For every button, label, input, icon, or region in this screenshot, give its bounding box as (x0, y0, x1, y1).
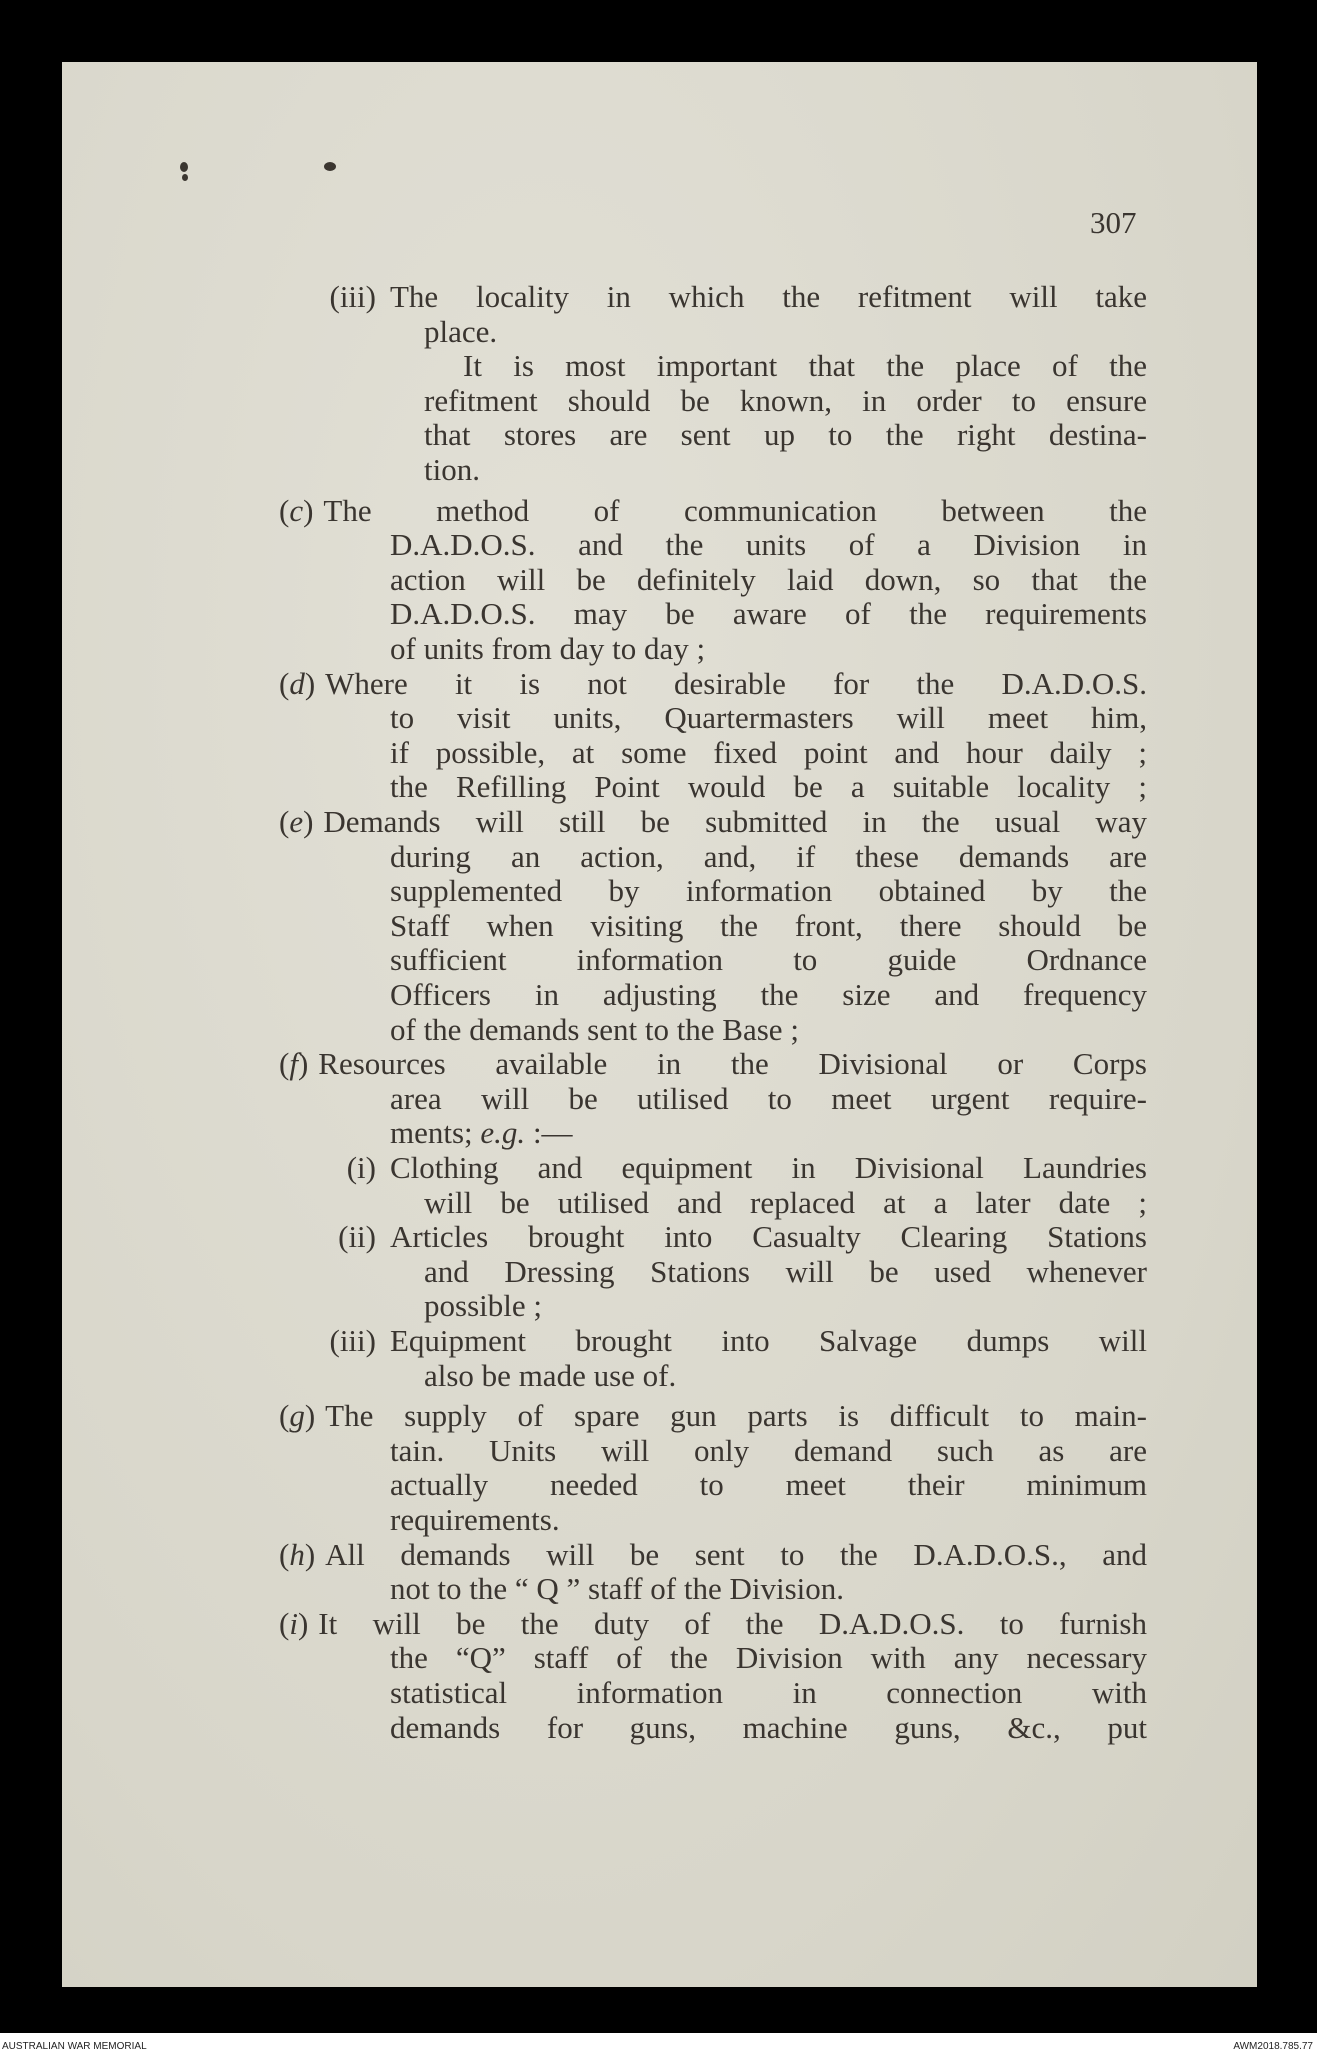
item-label: (c) (279, 492, 314, 528)
line-text: of the demands sent to the Base ; (390, 1011, 799, 1047)
line-text: area will be utilised to meet urgent require- (390, 1080, 1147, 1116)
list-item-line (390, 1012, 1147, 1047)
list-item-line (390, 839, 1147, 874)
list-item-line (390, 908, 1147, 943)
line-text: Articles brought into Casualty Clearing Stations (390, 1219, 1147, 1255)
list-item-line (279, 493, 1147, 528)
line-text: Where it is not desirable for the D.A.D.O.S. (325, 665, 1147, 701)
item-label: (e) (279, 804, 314, 839)
line-text: D.A.D.O.S. may be aware of the requirements (390, 596, 1147, 632)
list-item-line (390, 1640, 1147, 1675)
line-text: actually needed to meet their minimum (390, 1467, 1147, 1503)
line-text: The method of communication between the (323, 492, 1147, 528)
line-text: and Dressing Stations will be used whenever (424, 1253, 1147, 1289)
list-item-line (390, 596, 1147, 631)
line-text: ments; e.g. :— (390, 1115, 573, 1151)
line-text: to visit units, Quartermasters will meet him, (390, 700, 1147, 736)
sub-item-line (424, 314, 1147, 349)
line-text: tion. (424, 452, 480, 487)
list-item-line (390, 977, 1147, 1012)
list-item-line (390, 1467, 1147, 1502)
line-text: the Refilling Point would be a suitable locality ; (390, 769, 1147, 805)
list-item-line (279, 1606, 1147, 1641)
list-item-line (279, 1398, 1147, 1433)
line-text: Clothing and equipment in Divisional Laundries (390, 1150, 1147, 1185)
sub-item-line (424, 1254, 1147, 1289)
line-text: Demands will still be submitted in the usual way (323, 804, 1147, 839)
list-item-line (390, 769, 1147, 804)
line-text: requirements. (390, 1502, 560, 1537)
line-text: possible ; (424, 1288, 542, 1324)
list-item-line (390, 562, 1147, 597)
line-text: Staff when visiting the front, there should be (390, 907, 1147, 943)
item-label: (d) (279, 665, 316, 701)
line-text: of units from day to day ; (390, 631, 706, 666)
list-item-line (390, 700, 1147, 735)
list-item-line (279, 1537, 1147, 1572)
list-item-line (279, 804, 1147, 839)
line-text: if possible, at some fixed point and hour daily ; (390, 734, 1147, 770)
list-item-line (390, 631, 1147, 666)
list-item-line (390, 1433, 1147, 1468)
sub-item-line (390, 1323, 1147, 1358)
item-label: (h) (279, 1536, 316, 1572)
list-item-line (390, 527, 1147, 562)
paragraph-line (463, 348, 1147, 383)
list-item-line (390, 1081, 1147, 1116)
footer-source: AUSTRALIAN WAR MEMORIAL (2, 2041, 147, 2052)
line-text: sufficient information to guide Ordnance (390, 942, 1147, 978)
line-text: demands for guns, machine guns, &c., put (390, 1709, 1147, 1745)
ink-spot (180, 162, 188, 172)
list-item-line (279, 666, 1147, 701)
line-text: not to the “ Q ” staff of the Division. (390, 1571, 845, 1607)
line-text: Resources available in the Divisional or Corps (318, 1046, 1147, 1082)
list-item-line (390, 873, 1147, 908)
ink-spot (324, 162, 336, 171)
ink-spot (182, 174, 188, 181)
page-number: 307 (1090, 205, 1137, 240)
list-item-line (390, 1571, 1147, 1606)
line-text: tain. Units will only demand such as are (390, 1432, 1147, 1468)
paragraph-line (424, 383, 1147, 418)
sub-item-line (424, 1358, 1147, 1393)
footer-reference: AWM2018.785.77 (1233, 2041, 1313, 2052)
line-text: supplemented by information obtained by the (390, 873, 1147, 909)
line-text: refitment should be known, in order to ensure (424, 382, 1147, 418)
line-text: action will be definitely laid down, so that the (390, 561, 1147, 597)
line-text: D.A.D.O.S. and the units of a Division in (390, 527, 1147, 563)
paragraph-line (424, 417, 1147, 452)
line-text: Officers in adjusting the size and frequency (390, 977, 1147, 1012)
sub-item-line (424, 1185, 1147, 1220)
line-text: The locality in which the refitment will take (390, 279, 1147, 314)
sub-item-label: (iii) (329, 279, 376, 314)
line-text: will be utilised and replaced at a later date ; (424, 1184, 1147, 1220)
list-item-line (390, 735, 1147, 770)
line-text: also be made use of. (424, 1357, 677, 1393)
line-text: Equipment brought into Salvage dumps will (390, 1323, 1147, 1358)
line-text: during an action, and, if these demands are (390, 838, 1147, 874)
line-text: All demands will be sent to the D.A.D.O.S., and (325, 1536, 1147, 1572)
list-item-line (390, 1675, 1147, 1710)
line-text: The supply of spare gun parts is difficult to main- (325, 1398, 1147, 1434)
italic-text: e.g. (480, 1115, 526, 1151)
item-label: (f) (279, 1046, 309, 1082)
list-item-line (390, 1115, 1147, 1150)
line-text: place. (424, 313, 498, 349)
sub-item-line (424, 1288, 1147, 1323)
sub-item-line (390, 1219, 1147, 1254)
sub-item-line (390, 279, 1147, 314)
sub-item-label: (iii) (329, 1323, 376, 1358)
line-text: It will be the duty of the D.A.D.O.S. to furnish (318, 1605, 1147, 1641)
line-text: statistical information in connection with (390, 1675, 1147, 1710)
list-item-line (279, 1046, 1147, 1081)
line-text: that stores are sent up to the right destina- (424, 417, 1147, 453)
list-item-line (390, 1502, 1147, 1537)
line-text: It is most important that the place of the (463, 348, 1147, 384)
paragraph-line (424, 452, 1147, 487)
list-item-line (390, 942, 1147, 977)
item-label: (g) (279, 1398, 316, 1434)
list-item-line (390, 1710, 1147, 1745)
sub-item-line (390, 1150, 1147, 1185)
item-label: (i) (279, 1605, 309, 1641)
line-text: the “Q” staff of the Division with any necessary (390, 1640, 1147, 1676)
sub-item-label: (ii) (338, 1219, 376, 1255)
sub-item-label: (i) (346, 1150, 376, 1185)
